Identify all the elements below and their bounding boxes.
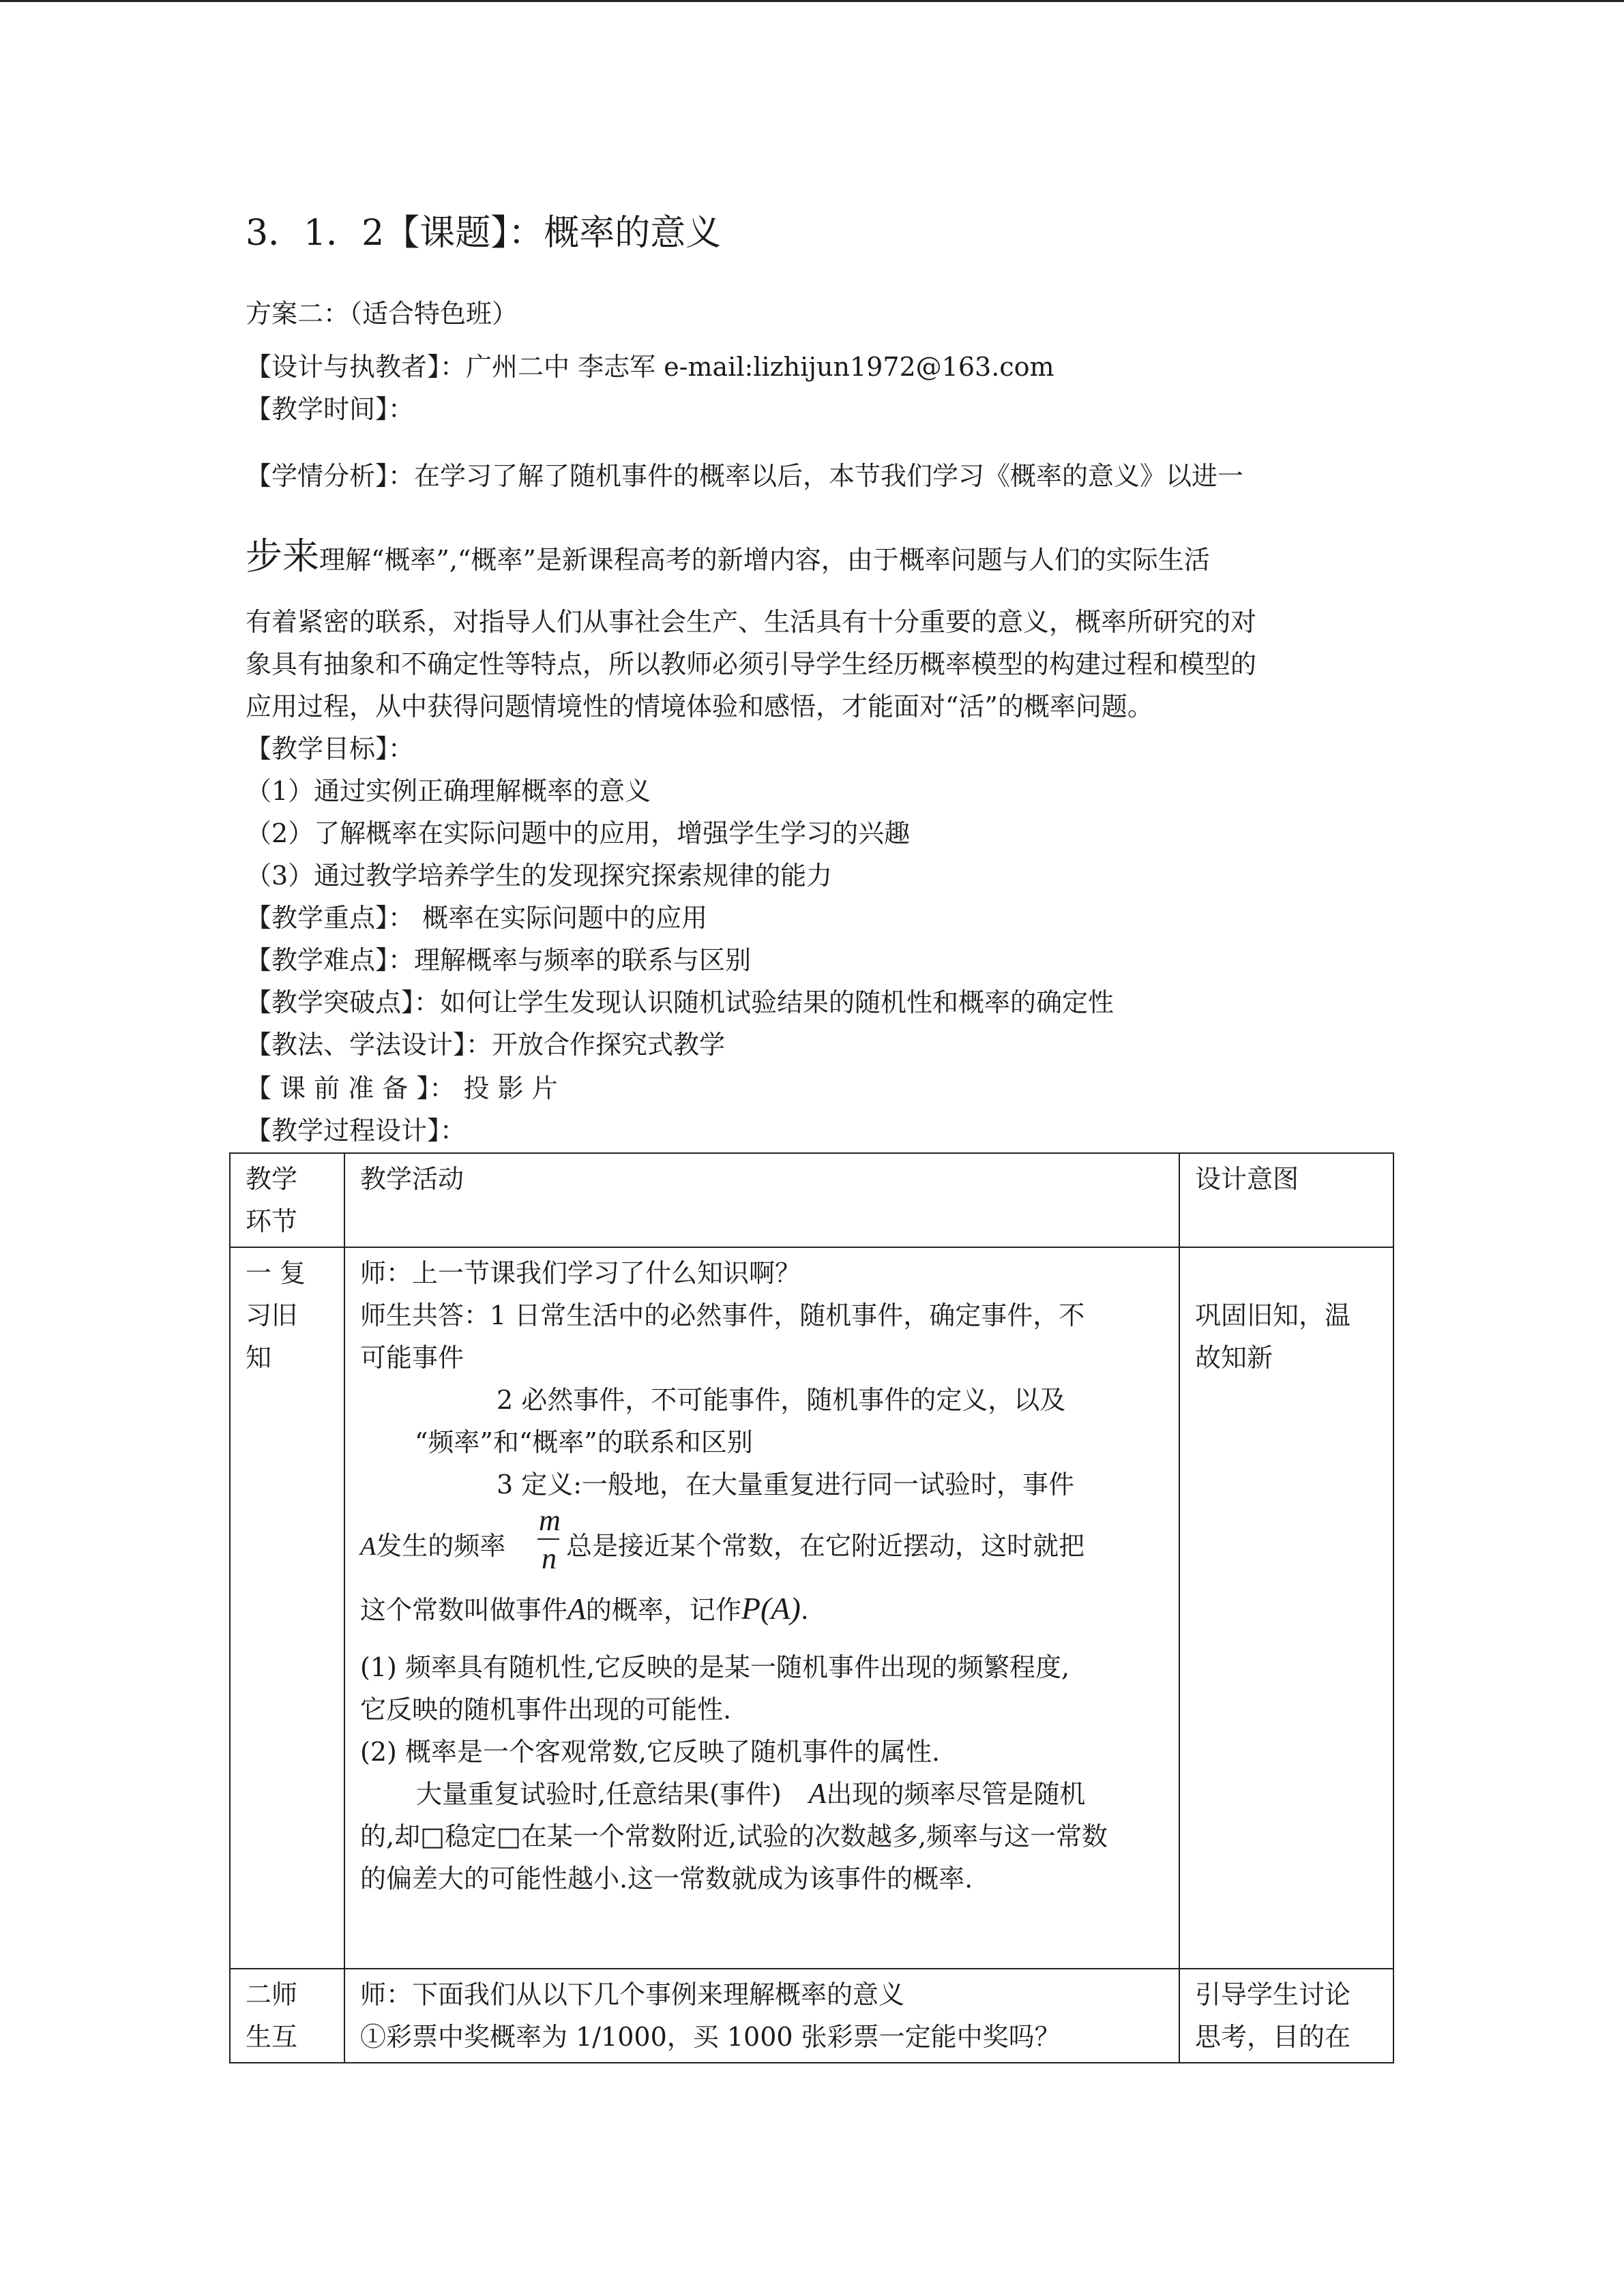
analysis-line-3: 有着紧密的联系，对指导人们从事社会生产、生活具有十分重要的意义，概率所研究的对 [246, 607, 1257, 637]
row2-intent-line-1: 引导学生讨论 [1195, 1980, 1351, 2010]
header-activity-label: 教学活动 [360, 1164, 464, 1194]
designer-line: 【设计与执教者】：广州二中 李志军 e-mail:lizhijun1972@163.com [246, 352, 1054, 382]
goal-3: （3）通过教学培养学生的发现探究探索规律的能力 [246, 861, 833, 891]
row1-intent [1179, 1247, 1393, 1969]
row2-activity-line: 师：下面我们从以下几个事例来理解概率的意义 [360, 1980, 905, 2010]
analysis-line-5: 应用过程，从中获得问题情境性的情境体验和感悟，才能面对“活”的概率问题。 [246, 691, 1153, 721]
analysis-line-2 [246, 532, 1210, 584]
row1-activity-line: 师：上一节课我们学习了什么知识啊？ [360, 1258, 801, 1288]
header-activity [344, 1153, 1179, 1247]
row1-activity-line: 师生共答：1 日常生活中的必然事件，随机事件，确定事件，不 [360, 1300, 1085, 1330]
plan-line: 方案二：（适合特色班） [246, 299, 518, 329]
process-heading: 【教学过程设计】： [246, 1116, 467, 1146]
event-a-symbol: A [808, 1778, 827, 1810]
analysis-line-4: 象具有抽象和不确定性等特点，所以教师必须引导学生经历概率模型的构建过程和模型的 [246, 649, 1257, 679]
goal-1: （1）通过实例正确理解概率的意义 [246, 776, 651, 806]
row1-prob-end: . [800, 1595, 809, 1625]
row2-stage-line-1: 二师 [246, 1980, 298, 2010]
row2-activity [344, 1969, 1179, 2063]
row1-prob-text-2: 的概率，记作 [585, 1595, 741, 1625]
row1-intent-line-1: 巩固旧知，温 [1195, 1300, 1351, 1330]
breakthrough-line: 【教学突破点】：如何让学生发现认识随机试验结果的随机性和概率的确定性 [246, 987, 1114, 1017]
row1-prob-text-1: 这个常数叫做事件 [360, 1595, 568, 1625]
row1-activity-line: “频率”和“概率”的联系和区别 [415, 1427, 753, 1457]
row1-activity-line: 可能事件 [360, 1343, 464, 1373]
row1-activity-line: 的偏差大的可能性越小.这一常数就成为该事件的概率. [360, 1864, 973, 1894]
row1-activity-line: 2 必然事件，不可能事件，随机事件的定义，以及 [497, 1385, 1066, 1415]
header-intent-label: 设计意图 [1195, 1164, 1299, 1194]
time-line: 【教学时间】： [246, 394, 415, 424]
row1-a12-text-2: 出现的频率尽管是随机 [826, 1779, 1086, 1809]
difficulty-line: 【教学难点】：理解概率与频率的联系与区别 [246, 945, 752, 975]
row2-stage [230, 1969, 344, 2063]
header-stage [230, 1153, 344, 1247]
row1-activity-line: (1) 频率具有随机性,它反映的是某一随机事件出现的频繁程度, [360, 1652, 1070, 1682]
row1-activity [344, 1247, 1179, 1969]
analysis-big-text: 步来 [246, 535, 319, 578]
header-intent [1179, 1153, 1393, 1247]
table-row [230, 1247, 1393, 1969]
row1-activity-line: 它反映的随机事件出现的可能性. [360, 1695, 732, 1725]
row1-intent-line-2: 故知新 [1195, 1343, 1273, 1373]
method-line: 【教法、学法设计】：开放合作探究式教学 [246, 1030, 726, 1060]
event-a-symbol: A [360, 1532, 377, 1561]
table-row [230, 1969, 1393, 2063]
row1-frequency-text-1: 发生的频率 [376, 1531, 506, 1561]
row1-stage-line-2: 习旧 [246, 1300, 298, 1330]
row1-activity-line [360, 1773, 1164, 1815]
prep-line: 【 课 前 准 备 】： 投 影 片 [246, 1073, 558, 1103]
row1-stage [230, 1247, 344, 1969]
fraction-bar [537, 1538, 559, 1540]
focus-line: 【教学重点】： 概率在实际问题中的应用 [246, 903, 708, 933]
row1-activity-line: (2) 概率是一个客观常数,它反映了随机事件的属性. [360, 1737, 941, 1767]
row1-frequency-text-2: 总是接近某个常数，在它附近摆动，这时就把 [566, 1531, 1085, 1561]
row1-stage-line-3: 知 [246, 1343, 272, 1373]
row1-frequency-line [360, 1506, 1164, 1581]
table-header-row [230, 1153, 1393, 1247]
row1-probability-line [360, 1581, 1164, 1646]
probability-formula: P(A) [741, 1591, 801, 1626]
row1-activity-line: 的,却□稳定□在某一个常数附近,试验的次数越多,频率与这一常数 [360, 1821, 1108, 1851]
row2-activity-line: ①彩票中奖概率为 1/1000，买 1000 张彩票一定能中奖吗？ [360, 2022, 1061, 2052]
row2-stage-line-2: 生互 [246, 2022, 298, 2052]
header-stage-line-1: 教学 [246, 1164, 298, 1194]
goal-2: （2）了解概率在实际问题中的应用，增强学生学习的兴趣 [246, 818, 911, 848]
analysis-line-1: 【学情分析】：在学习了解了随机事件的概率以后，本节我们学习《概率的意义》以进一 [246, 461, 1244, 491]
row1-a12-text-1: 大量重复试验时,任意结果(事件) [416, 1779, 782, 1809]
fraction-numerator: m [539, 1504, 561, 1537]
fraction-denominator: n [542, 1542, 557, 1575]
process-table [229, 1152, 1394, 2063]
event-a-symbol: A [567, 1592, 586, 1626]
goals-heading: 【教学目标】： [246, 734, 415, 764]
row1-stage-line-1: 一 复 [246, 1258, 306, 1288]
header-stage-line-2: 环节 [246, 1206, 298, 1236]
analysis-line-2-rest: 理解“概率”,“概率”是新课程高考的新增内容，由于概率问题与人们的实际生活 [319, 545, 1210, 575]
page-top-border [0, 0, 1624, 2]
row2-intent [1179, 1969, 1393, 2063]
row1-activity-line: 3 定义:一般地，在大量重复进行同一试验时，事件 [497, 1470, 1075, 1500]
row2-intent-line-2: 思考，目的在 [1195, 2022, 1351, 2052]
lesson-title: 3．1．2【课题】：概率的意义 [246, 213, 722, 254]
